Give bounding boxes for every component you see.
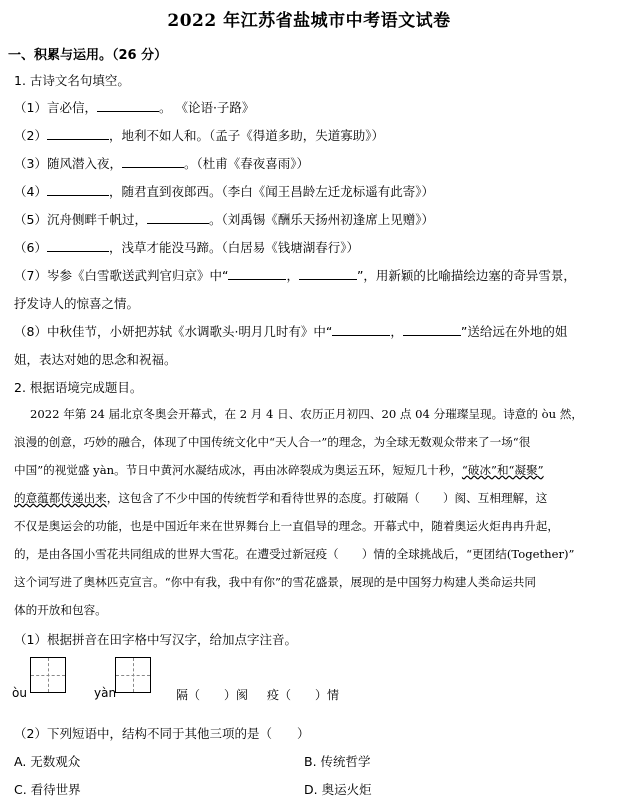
fill-item-5 xyxy=(14,210,434,228)
passage-line: 的，是由各国小雪花共同组成的世界大雪花。在遭受过新冠疫（ ）情的全球挑战后，“更团结(Together)” xyxy=(14,547,575,561)
wavy-underlined-text: 的意蕴都传递出来 xyxy=(14,491,107,505)
answer-blank[interactable] xyxy=(47,127,109,140)
passage-line: 不仅是奥运会的功能，也是中国近年来在世界舞台上一直倡导的理念。开幕式中，随着奥运火炬冉冉升起， xyxy=(14,519,559,533)
option-d[interactable]: D. 奥运火炬 xyxy=(304,782,372,797)
fill-item-7-line2: 抒发诗人的惊喜之情。 xyxy=(14,296,140,311)
answer-blank[interactable] xyxy=(299,267,357,280)
passage-text: ，这包含了不少中国的传统哲学和看待世界的态度。打破隔（ ）阂、互相理解，这 xyxy=(106,491,548,505)
fill-item-source: ，随君直到夜郎西。（李白《闻王昌龄左迁龙标遥有此寄》） xyxy=(108,184,434,199)
section-heading: 一、积累与运用。（26 分） xyxy=(8,48,168,63)
fill-item-source: 。（杜甫《春夜喜雨》） xyxy=(183,156,309,171)
sub-question-1-stem: （1）根据拼音在田字格中写汉字，给加点字注音。 xyxy=(14,632,297,647)
pinyin-label-1: òu xyxy=(12,686,27,700)
answer-blank[interactable] xyxy=(332,323,390,336)
fill-item-text: （4） xyxy=(14,184,47,199)
answer-blank[interactable] xyxy=(122,155,184,168)
fill-item-3 xyxy=(14,154,309,172)
fill-item-text: （5）沉舟侧畔千帆过， xyxy=(14,212,147,227)
fill-item-text: （2） xyxy=(14,128,47,143)
answer-blank[interactable] xyxy=(47,183,109,196)
answer-blank[interactable] xyxy=(228,267,286,280)
annotate-char-2: 疫（ ）情 xyxy=(267,688,340,702)
fill-item-2 xyxy=(14,126,384,144)
page-title: 2022 年江苏省盐城市中考语文试卷 xyxy=(167,11,451,31)
fill-item-text: ， xyxy=(286,268,299,283)
fill-item-text: ， xyxy=(390,324,403,339)
passage-line xyxy=(14,490,606,506)
answer-blank[interactable] xyxy=(47,239,109,252)
passage-line: 体的开放和包容。 xyxy=(14,603,107,617)
answer-blank[interactable] xyxy=(97,99,159,112)
passage-text: 中国”的视觉盛 yàn。节日中黄河水凝结成冰，再由冰碎裂成为奥运五环，短短几十秒， xyxy=(14,463,462,477)
passage-line: 这个词写进了奥林匹克宣言。“你中有我，我中有你”的雪花盛景，展现的是中国努力构建人类命运共同 xyxy=(14,575,536,589)
fill-item-text: （7）岑参《白雪歌送武判官归京》中“ xyxy=(14,268,229,283)
sub-question-2-stem: （2）下列短语中，结构不同于其他三项的是（ ） xyxy=(14,726,310,741)
fill-item-7 xyxy=(14,266,576,284)
fill-item-6 xyxy=(14,238,359,256)
passage-line: 浪漫的创意，巧妙的融合，体现了中国传统文化中“天人合一”的理念，为全球无数观众带来了一场“很 xyxy=(14,435,531,449)
pinyin-label-2: yàn xyxy=(94,686,117,700)
fill-item-4 xyxy=(14,182,434,200)
fill-item-text: （6） xyxy=(14,240,47,255)
option-b[interactable]: B. 传统哲学 xyxy=(304,754,371,769)
fill-item-source: ，地利不如人和。（孟子《得道多助，失道寡助》） xyxy=(108,128,384,143)
option-a[interactable]: A. 无数观众 xyxy=(14,754,81,769)
tianzige-box-2[interactable] xyxy=(115,657,151,693)
fill-item-text: （1）言必信， xyxy=(14,100,97,115)
answer-blank[interactable] xyxy=(147,211,209,224)
wavy-underlined-text: “破冰”和“凝聚” xyxy=(461,463,544,477)
passage-line xyxy=(14,462,606,478)
option-c[interactable]: C. 看待世界 xyxy=(14,782,81,797)
fill-item-text: （8）中秋佳节，小妍把苏轼《水调歌头·明月几时有》中“ xyxy=(14,324,333,339)
fill-item-source: 。 《论语·子路》 xyxy=(158,100,255,115)
fill-item-source: 。（刘禹锡《酬乐天扬州初逢席上见赠》） xyxy=(208,212,434,227)
passage-line: 2022 年第 24 届北京冬奥会开幕式，在 2 月 4 日、农历正月初四、20 点 04 分璀璨呈现。诗意的 òu 然， xyxy=(30,407,583,421)
question-2-stem: 2. 根据语境完成题目。 xyxy=(14,380,143,395)
fill-item-8 xyxy=(14,322,567,340)
annotate-char-1: 隔（ ）阂 xyxy=(176,688,249,702)
fill-item-text: ”，用新颖的比喻描绘边塞的奇异雪景， xyxy=(356,268,576,283)
answer-blank[interactable] xyxy=(403,323,461,336)
fill-item-text: （3）随风潜入夜， xyxy=(14,156,122,171)
fill-item-text: ”送给远在外地的姐 xyxy=(460,324,568,339)
fill-item-8-line2: 姐，表达对她的思念和祝福。 xyxy=(14,352,177,367)
fill-item-source: ，浅草才能没马蹄。（白居易《钱塘湖春行》） xyxy=(108,240,359,255)
tianzige-box-1[interactable] xyxy=(30,657,66,693)
question-1-stem: 1. 古诗文名句填空。 xyxy=(14,73,130,88)
fill-item-1 xyxy=(14,98,254,116)
